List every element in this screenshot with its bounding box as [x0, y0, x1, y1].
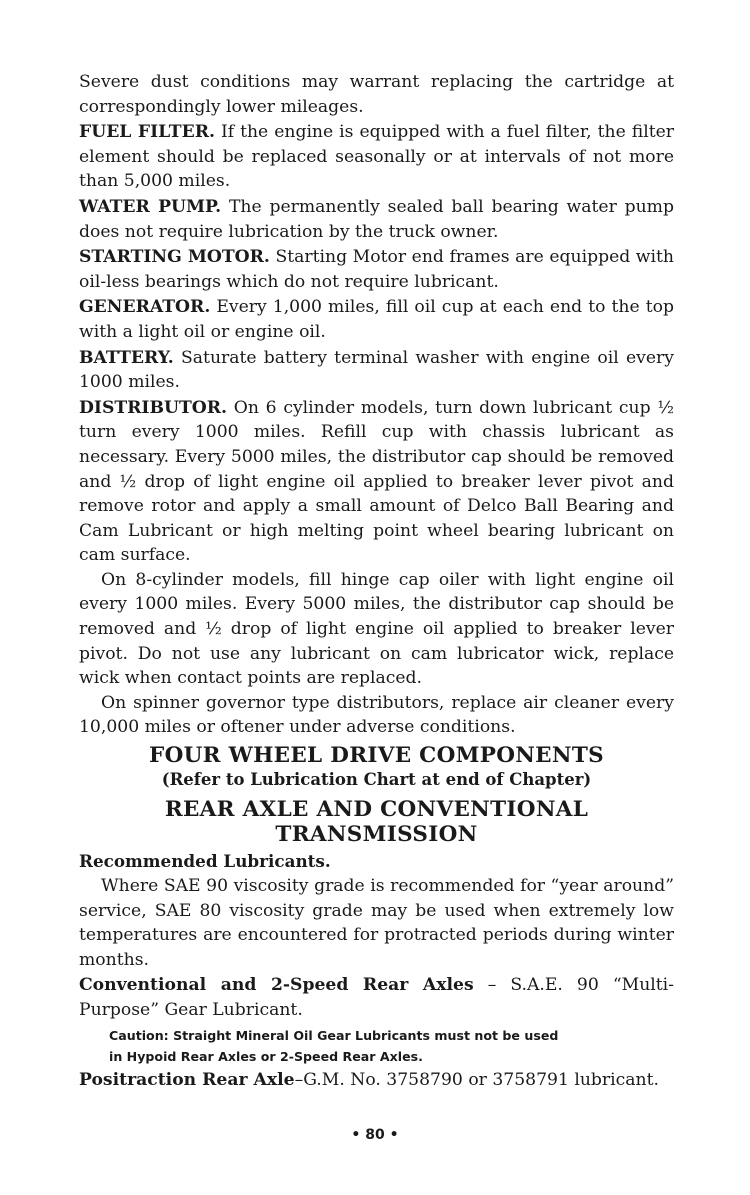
caution-line-1: Caution: Straight Mineral Oil Gear Lubricants must not be used [109, 1027, 559, 1043]
water-pump-label: WATER PUMP. [79, 196, 222, 217]
caution-note [79, 1025, 674, 1067]
fuel-filter-paragraph [79, 120, 674, 194]
distributor-label: DISTRIBUTOR. [79, 397, 228, 418]
four-wheel-drive-heading: FOUR WHEEL DRIVE COMPONENTS [149, 743, 604, 769]
lubrication-chart-reference: (Refer to Lubrication Chart at end of Chapter) [161, 770, 592, 790]
rear-axle-heading-line-1: REAR AXLE AND CONVENTIONAL [164, 797, 589, 823]
positraction-paragraph [79, 1068, 674, 1093]
sae-viscosity-paragraph: Where SAE 90 viscosity grade is recommended for “year around” service, SAE 80 viscosity grade may be used when extremely low temperatures are encountered for protracted periods during winter months. [79, 876, 674, 970]
starting-motor-paragraph [79, 245, 674, 294]
generator-paragraph [79, 295, 674, 344]
conventional-axle-paragraph [79, 973, 674, 1022]
starting-motor-label: STARTING MOTOR. [79, 247, 270, 268]
page-number: • 80 • [351, 1127, 399, 1143]
rear-axle-heading-line-2: TRANSMISSION [275, 822, 478, 848]
battery-paragraph [79, 346, 674, 395]
positraction-text: –G.M. No. 3758790 or 3758791 lubricant. [294, 1069, 659, 1090]
battery-text: Saturate battery terminal washer with engine oil every 1000 miles. [79, 347, 674, 393]
eight-cylinder-paragraph: On 8-cylinder models, fill hinge cap oiler with light engine oil every 1000 miles. Every 5000 miles, the distributor cap should be removed and ½ drop of light engine oil applied to breaker lever pivot. Do not use any lubricant on cam lubricator wick, replace wick when contact points are replaced. [79, 569, 674, 689]
generator-label: GENERATOR. [79, 297, 211, 318]
battery-label: BATTERY. [79, 347, 174, 368]
caution-line-2: in Hypoid Rear Axles or 2-Speed Rear Axles. [109, 1048, 423, 1064]
distributor-text: On 6 cylinder models, turn down lubricant cup ½ turn every 1000 miles. Refill cup with chassis lubricant as necessary. Every 5000 miles, the distributor cap should be removed and ½ drop of light engine oil applied to breaker lever pivot and remove rotor and apply a small amount of Delco Ball Bearing and Cam Lubricant or high melting point wheel bearing lubricant on cam surface. [79, 397, 674, 566]
recommended-lubricants-title: Recommended Lubricants. [79, 851, 331, 872]
starting-motor-text: Starting Motor end frames are equipped with oil-less bearings which do not require lubricant. [79, 247, 674, 292]
fuel-filter-text: If the engine is equipped with a fuel filter, the filter element should be replaced seasonally or at intervals of not more than 5,000 miles. [79, 122, 674, 192]
fuel-filter-label: FUEL FILTER. [79, 122, 215, 143]
distributor-paragraph [79, 396, 674, 568]
spinner-governor-paragraph: On spinner governor type distributors, replace air cleaner every 10,000 miles or oftener under adverse conditions. [79, 692, 674, 738]
dust-paragraph: Severe dust conditions may warrant replacing the cartridge at correspondingly lower mileages. [79, 72, 674, 117]
rear-axle-heading [79, 797, 674, 847]
positraction-label: Positraction Rear Axle [79, 1069, 295, 1090]
generator-text: Every 1,000 miles, fill oil cup at each end to the top with a light oil or engine oil. [79, 297, 674, 342]
water-pump-paragraph [79, 195, 674, 244]
conventional-axle-text: – S.A.E. 90 “Multi-Purpose” Gear Lubricant. [79, 975, 674, 1020]
conventional-axle-label: Conventional and 2-Speed Rear Axles [79, 975, 474, 996]
water-pump-text: The permanently sealed ball bearing water pump does not require lubrication by the truck owner. [79, 196, 674, 242]
